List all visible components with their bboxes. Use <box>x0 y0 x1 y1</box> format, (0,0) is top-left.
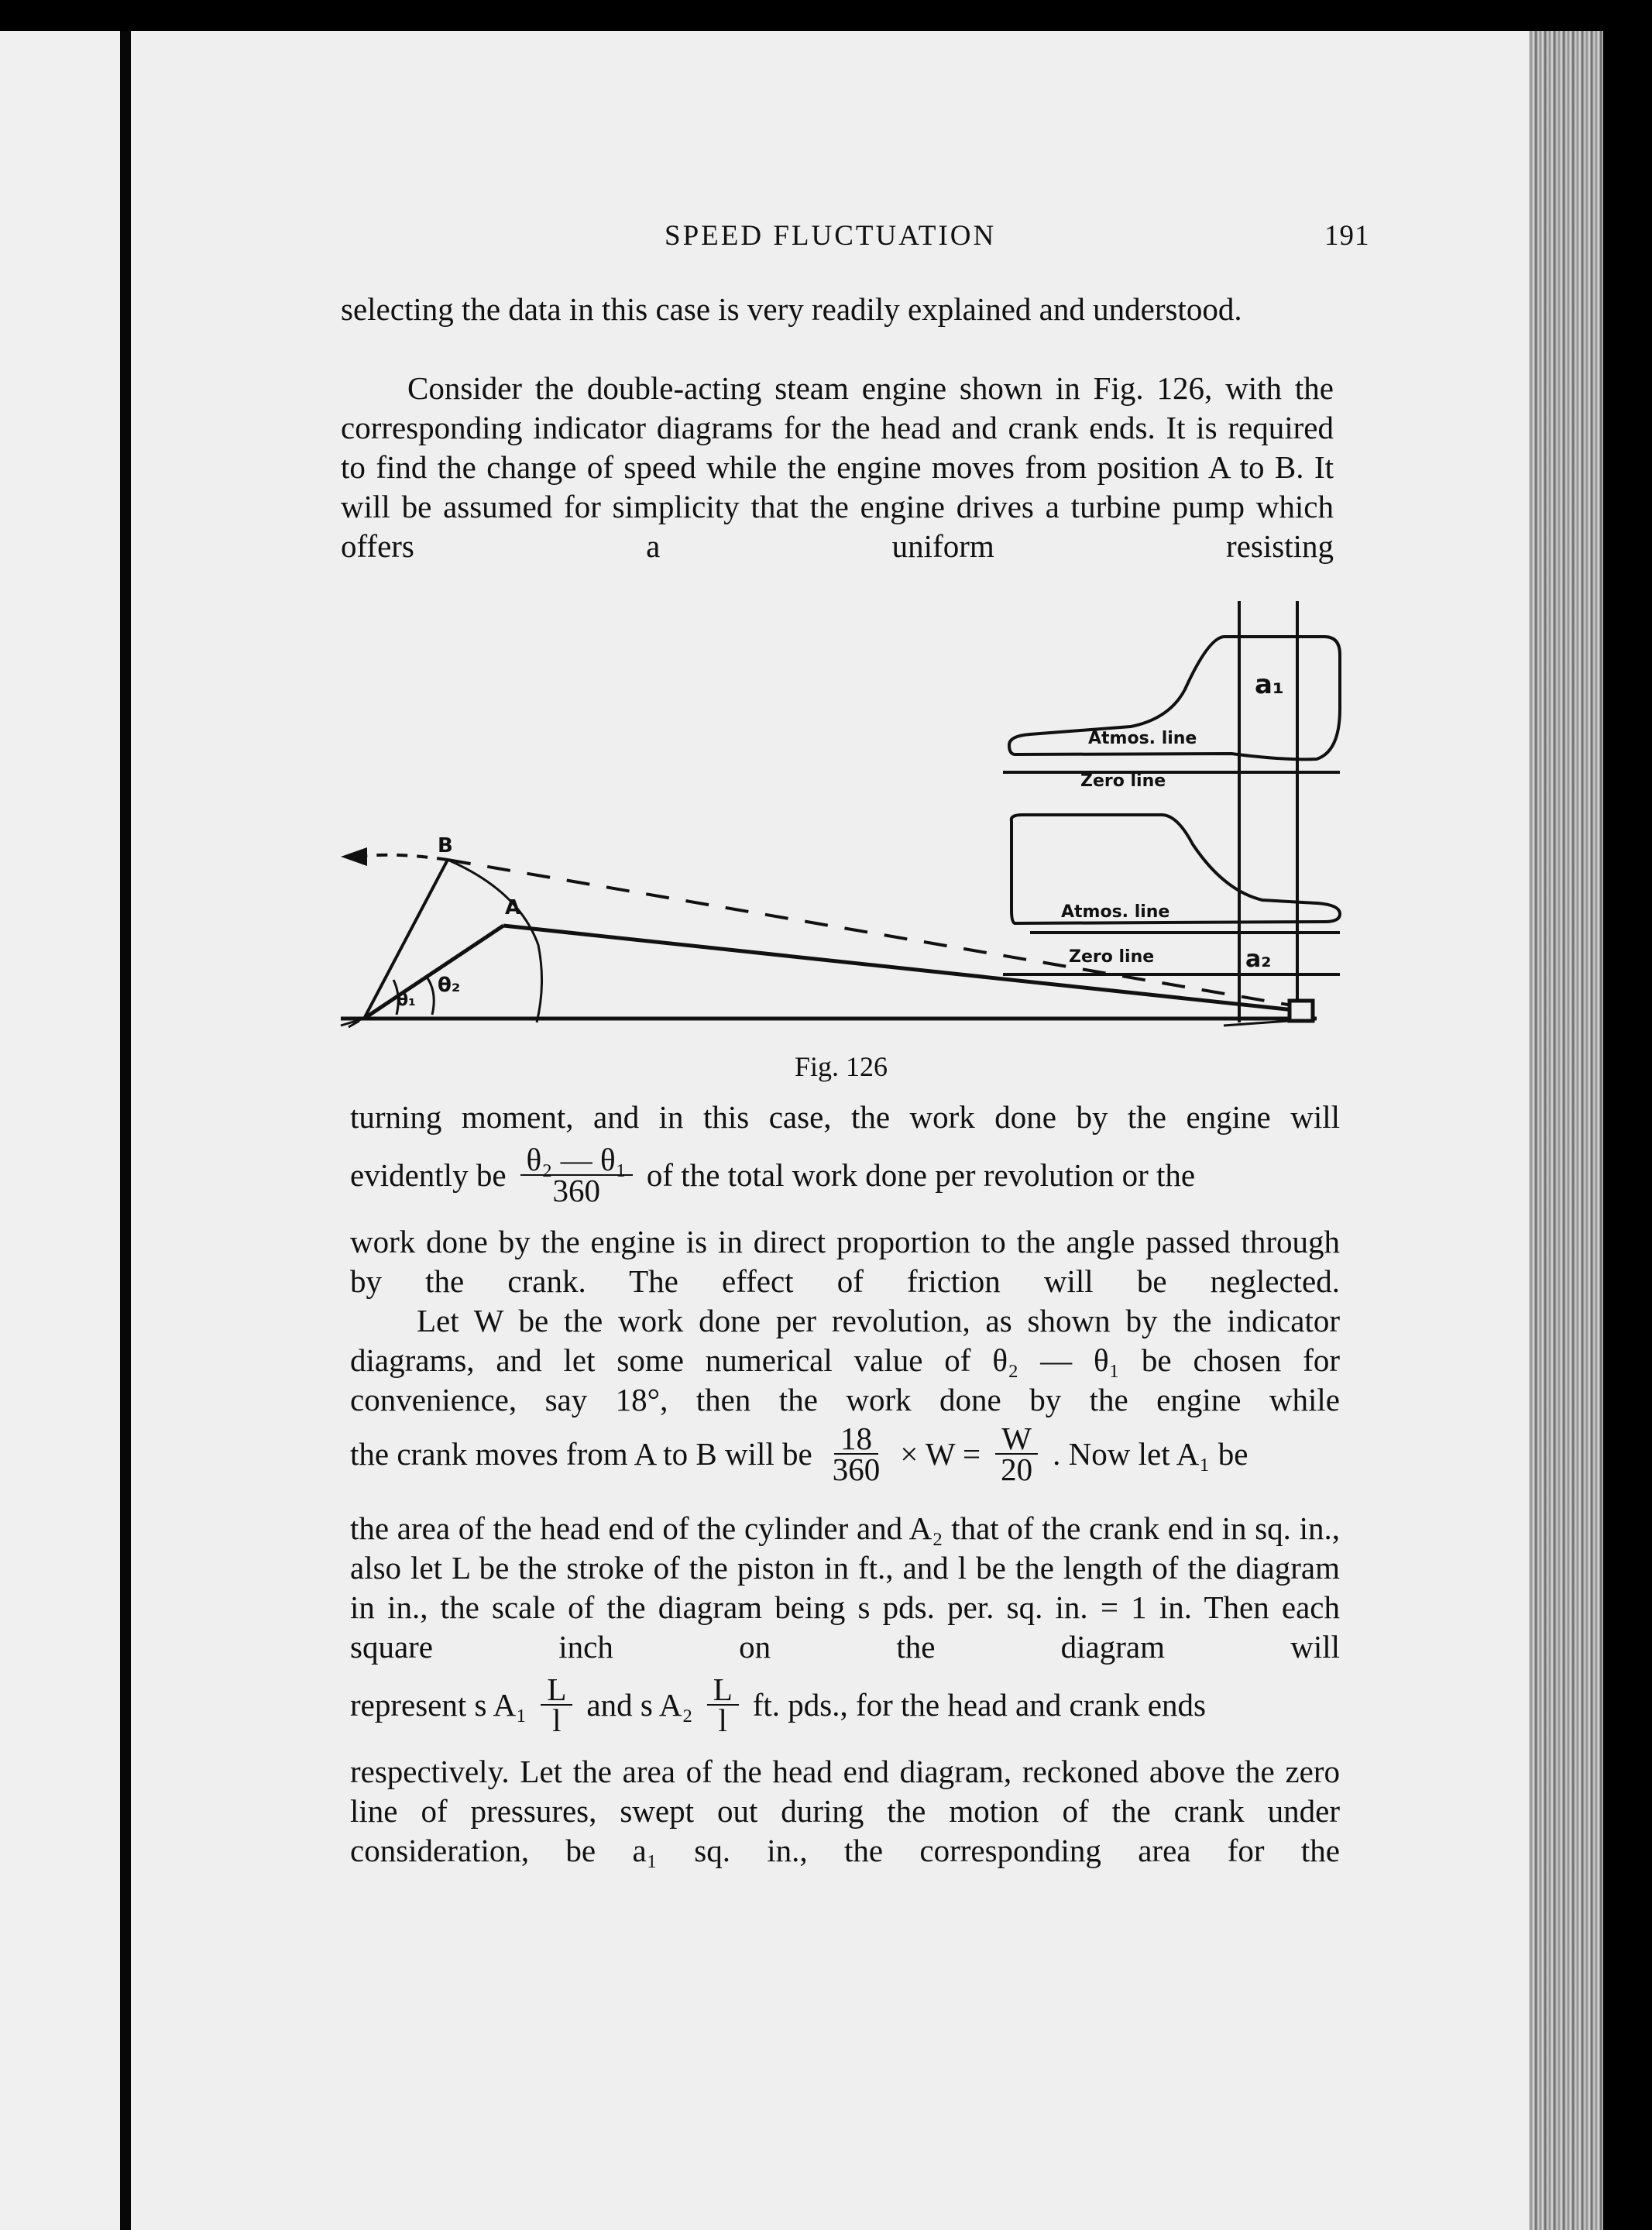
paragraph-proportion: work done by the engine is in direct proportion to the angle passed through by the crank. The effect of friction will be neglected. <box>350 1224 1340 1299</box>
text-now-let: . Now let A₁ be <box>1053 1435 1248 1472</box>
fraction-numerator: L <box>541 1675 572 1706</box>
paragraph-intro: selecting the data in this case is very readily explained and understood. <box>341 291 1242 327</box>
fraction-denominator: 20 <box>1001 1452 1033 1487</box>
equation-line-work <box>350 1421 1340 1487</box>
indicator-diagrams <box>1003 601 1340 1022</box>
fraction-numerator: L <box>707 1675 739 1706</box>
fraction-denominator: l <box>718 1703 727 1738</box>
running-head: SPEED FLUCTUATION <box>665 220 997 252</box>
theta2-label: θ₂ <box>438 974 461 997</box>
engine-mechanism <box>333 596 1317 1027</box>
fraction-denominator: 360 <box>832 1452 881 1487</box>
paragraph-respectively: respectively. Let the area of the head end diagram, reckoned above the zero line of pressures, swept out during the motion of the crank under consideration, be a₁ sq. in., the corresponding area for the <box>350 1754 1340 1868</box>
point-a-label: A <box>505 896 521 919</box>
a1-label: a₁ <box>1255 669 1284 700</box>
paragraph-turning-moment: turning moment, and in this case, the work done by the engine will <box>350 1099 1340 1135</box>
theta1-label: θ₁ <box>397 991 416 1010</box>
a2-label: a₂ <box>1245 946 1272 973</box>
paragraph-area-definitions: the area of the head end of the cylinder and A₂ that of the crank end in sq. in., also let L be the stroke of the piston in ft., and l be the length of the diagram in in., the scale of the diagram being s pds. per. sq. in. = 1 in. Then each square inch on the diagram will <box>350 1510 1340 1665</box>
text-represent: represent s A₁ <box>350 1686 527 1723</box>
page-number: 191 <box>1324 220 1370 252</box>
equation-line-represent <box>350 1672 1340 1738</box>
fraction-numerator: 18 <box>834 1424 878 1455</box>
text-crank-moves: the crank moves from A to B will be <box>350 1435 812 1472</box>
rotation-arrow-icon <box>341 847 367 866</box>
text-ft-pds: ft. pds., for the head and crank ends <box>752 1686 1206 1723</box>
fraction-18-360 <box>826 1421 887 1487</box>
atmos-line-bottom-label: Atmos. line <box>1061 902 1170 922</box>
zero-line-bottom-label: Zero line <box>1069 947 1155 967</box>
page-edges <box>1529 31 1603 2230</box>
figure-caption: Fig. 126 <box>795 1051 888 1082</box>
equation-line-fraction <box>350 1142 1340 1208</box>
zero-line-top-label: Zero line <box>1080 771 1166 791</box>
scan-margin-left <box>0 31 120 2230</box>
fraction-denominator: l <box>552 1703 562 1738</box>
figure-126 <box>333 596 1355 1038</box>
fraction-w-20 <box>994 1421 1039 1487</box>
text-total-work: of the total work done per revolution or the <box>646 1156 1196 1193</box>
fraction-l-over-l-1 <box>541 1672 572 1738</box>
text-evidently: evidently be <box>350 1156 507 1193</box>
text-and-s-a2: and s A₂ <box>586 1686 693 1723</box>
point-b-label: B <box>438 834 453 857</box>
paragraph-let-w: Let W be the work done per revolution, as shown by the indicator diagrams, and let some numerical value of θ₂ — θ₁ be chosen for convenience, say 18°, then the work done by the engine while <box>350 1303 1340 1417</box>
fraction-numerator: θ₂ — θ₁ <box>520 1145 633 1176</box>
theta-fraction <box>520 1142 633 1208</box>
fraction-denominator: 360 <box>552 1173 600 1208</box>
fraction-l-over-l-2 <box>707 1672 739 1738</box>
atmos-line-top-label: Atmos. line <box>1088 729 1197 748</box>
text-times-w: × W = <box>900 1435 981 1472</box>
paragraph-consider: Consider the double-acting steam engine shown in Fig. 126, with the corresponding indicator diagrams for the head and crank ends. It is required to find the change of speed while the engine moves from position A to B. It will be assumed for simplicity that the engine drives a turbine pump which offers a uniform resisting <box>341 370 1334 564</box>
book-gutter <box>120 31 131 2230</box>
fraction-numerator: W <box>995 1424 1038 1455</box>
